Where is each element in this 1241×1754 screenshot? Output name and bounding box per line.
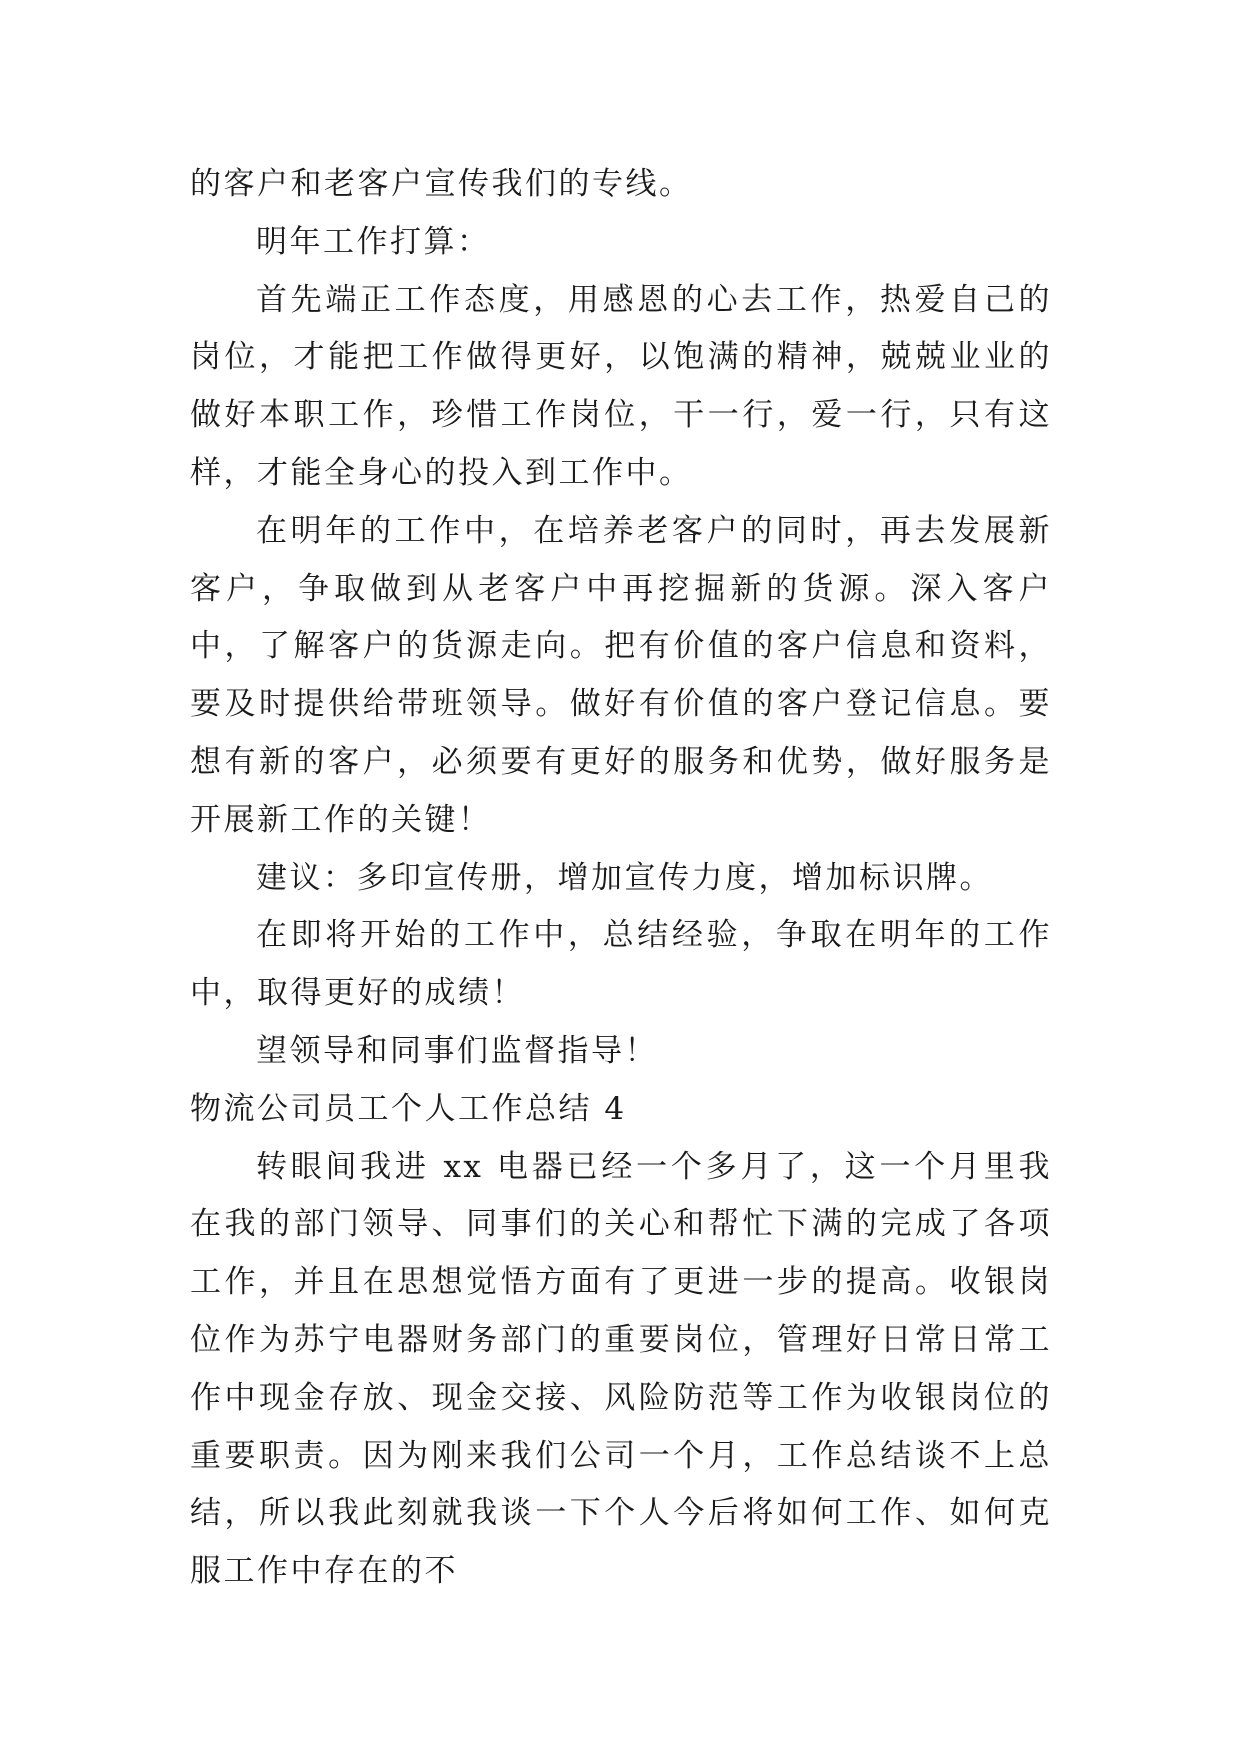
paragraph-supervision: 望领导和同事们监督指导！ — [256, 1032, 658, 1069]
paragraph-suggestion: 建议：多印宣传册，增加宣传力度，增加标识牌。 — [256, 859, 993, 896]
paragraph-work-attitude: 首先端正工作态度，用感恩的心去工作，热爱自己的岗位，才能把工作做得更好，以饱满的精神，兢兢业业的做好本职工作，珍惜工作岗位，干一行，爱一行，只有这样，才能全身心的投入到工作中。 — [190, 281, 1052, 491]
paragraph-summary-experience: 在即将开始的工作中，总结经验，争取在明年的工作中，取得更好的成绩！ — [190, 917, 1052, 1012]
section-title: 物流公司员工个人工作总结 4 — [190, 1090, 627, 1127]
paragraph-next-year-plan-heading: 明年工作打算： — [256, 223, 491, 260]
paragraph-customer-development: 在明年的工作中，在培养老客户的同时，再去发展新客户，争取做到从老客户中再挖掘新的货源。深入客户中，了解客户的货源走向。把有价值的客户信息和资料，要及时提供给带班领导。做好有价值的客户登记信息。要想有新的客户，必须要有更好的服务和优势，做好服务是开展新工作的关键！ — [190, 512, 1052, 838]
paragraph-cashier-intro: 转眼间我进 xx 电器已经一个多月了，这一个月里我在我的部门领导、同事们的关心和帮忙下满的完成了各项工作，并且在思想觉悟方面有了更进一步的提高。收银岗位作为苏宁电器财务部门的重要岗位，管理好日常日常工作中现金存放、现金交接、风险防范等工作为收银岗位的重要职责。因为刚来我们公司一个月，工作总结谈不上总结，所以我此刻就我谈一下个人今后将如何工作、如何克服工作中存在的不 — [190, 1148, 1052, 1590]
paragraph-continuation: 的客户和老客户宣传我们的专线。 — [190, 166, 693, 202]
document-body — [190, 156, 1052, 1601]
